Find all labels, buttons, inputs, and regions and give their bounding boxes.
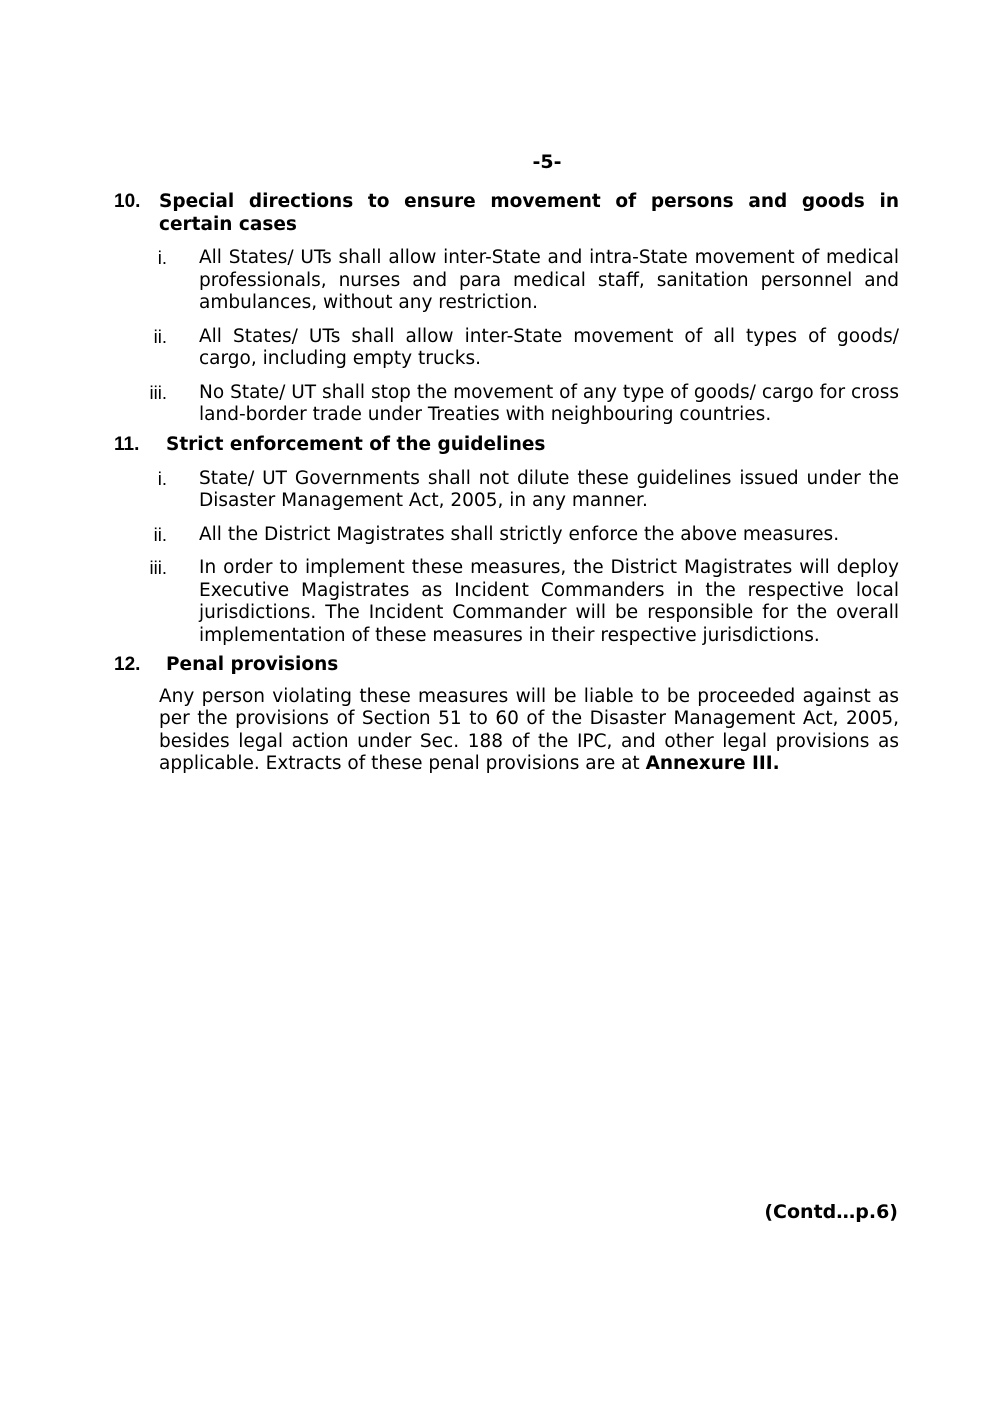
item-text: All the District Magistrates shall strictly enforce the above measures. [199, 523, 840, 545]
section-title: Special directions to ensure movement of persons and goods in certain cases [159, 191, 899, 235]
section-heading [114, 654, 899, 677]
list-item [114, 247, 899, 315]
section-number: 10. [114, 191, 141, 212]
section-12 [114, 654, 899, 776]
item-list [114, 247, 899, 427]
item-text: State/ UT Governments shall not dilute these guidelines issued under the Disaster Management Act, 2005, in any manner. [199, 467, 899, 511]
item-text: All States/ UTs shall allow inter-State movement of all types of goods/ cargo, including empty trucks. [199, 325, 899, 369]
list-item [114, 468, 899, 513]
section-heading [114, 191, 899, 236]
list-item [114, 524, 899, 547]
section-11 [114, 434, 899, 647]
item-text: All States/ UTs shall allow inter-State and intra-State movement of medical professionals, nurses and para medical staff, sanitation personnel and ambulances, without any restriction. [199, 247, 899, 313]
item-number: ii. [153, 523, 167, 545]
annexure-reference: Annexure III. [645, 753, 780, 774]
item-text: No State/ UT shall stop the movement of any type of goods/ cargo for cross land-border trade under Treaties with neighbouring countries. [199, 381, 899, 425]
item-number: ii. [153, 325, 167, 347]
list-item [114, 557, 899, 647]
section-number: 11. [114, 434, 140, 455]
item-list [114, 468, 899, 648]
penal-paragraph [159, 686, 899, 776]
page-number: -5- [532, 151, 562, 173]
section-title: Strict enforcement of the guidelines [166, 434, 546, 455]
continued-note: (Contd…p.6) [764, 1201, 898, 1223]
section-heading [114, 434, 899, 457]
list-item [114, 382, 899, 427]
section-title: Penal provisions [166, 654, 339, 675]
section-10 [114, 191, 899, 427]
item-number: iii. [149, 557, 167, 578]
item-number: i. [157, 247, 167, 268]
item-number: i. [157, 467, 167, 489]
paragraph-text: Any person violating these measures will be liable to be proceeded against as per the provisions of Section 51 to 60 of the Disaster Management Act, 2005, besides legal action under Sec. 188 of the IPC, and other legal provisions as applicable. Extracts of these penal provisions are at [159, 685, 899, 774]
section-number: 12. [114, 654, 141, 675]
item-number: iii. [149, 381, 167, 403]
item-text: In order to implement these measures, the District Magistrates will deploy Executive Magistrates as Incident Commanders in the respective local jurisdictions. The Incident Commander will be responsible for the overall implementation of these measures in their respective jurisdictions. [199, 557, 899, 646]
list-item [114, 326, 899, 371]
